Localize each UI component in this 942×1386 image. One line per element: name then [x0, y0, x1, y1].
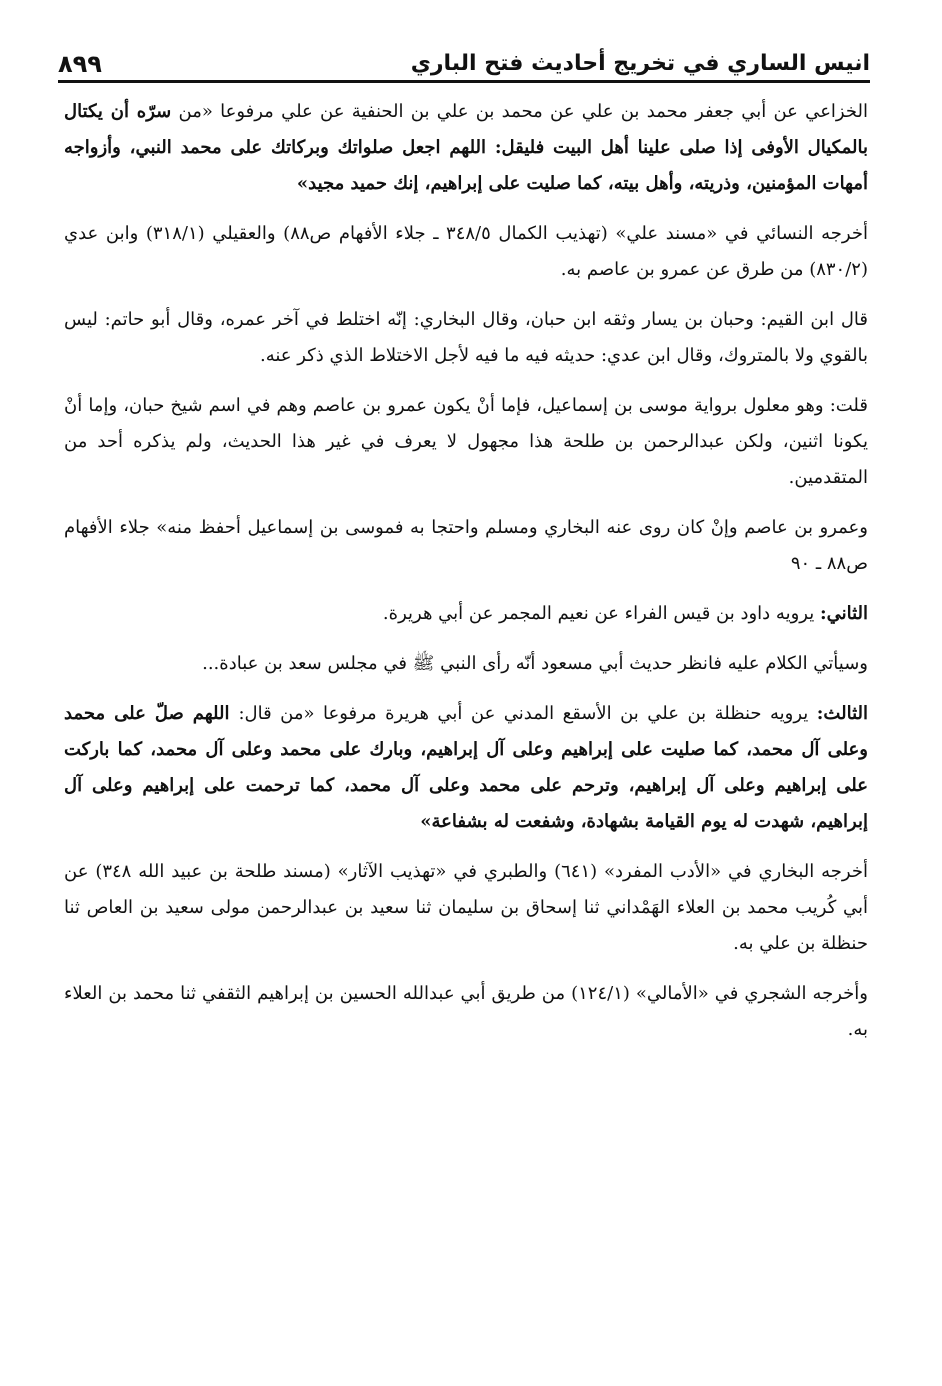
paragraph-text: أخرجه النسائي في «مسند علي» (تهذيب الكمال ٣٤٨/٥ ـ جلاء الأفهام ص٨٨) والعقيلي (٣١٨/١) وابن عدي (٨٣٠/٢) من طرق عن عمرو بن عاصم به.	[64, 223, 868, 280]
running-header	[58, 34, 870, 80]
page-number: ٨٩٩	[58, 50, 102, 78]
book-title: انيس الساري في تخريج أحاديث فتح الباري	[410, 51, 870, 76]
paragraph-text: قلت: وهو معلول برواية موسى بن إسماعيل، فإما أنْ يكون عمرو بن عاصم وهم في اسم شيخ حبان، وإما أنْ يكونا اثنين، ولكن عبدالرحمن بن طلحة هذا مجهول لا يعرف في غير هذا الحديث، ولم يذكره أحد من المتقدمين.	[64, 395, 868, 488]
paragraph-text: يرويه حنظلة بن علي بن الأسقع المدني عن أبي هريرة مرفوعا «من قال:	[238, 703, 817, 724]
paragraph	[64, 302, 868, 374]
paragraph	[64, 854, 868, 962]
paragraph	[64, 646, 868, 682]
paragraph	[64, 596, 868, 632]
paragraph	[64, 696, 868, 840]
paragraph	[64, 510, 868, 582]
paragraph	[64, 388, 868, 496]
page-body	[64, 90, 868, 1048]
paragraph-text: أخرجه البخاري في «الأدب المفرد» (٦٤١) والطبري في «تهذيب الآثار» (مسند طلحة بن عبيد الله ٣٤٨) عن أبي كُريب محمد بن العلاء الهَمْداني ثنا إسحاق بن سليمان ثنا سعيد بن عبدالرحمن مولى سعيد بن العاص ثنا حنظلة بن علي به.	[64, 861, 868, 954]
hadith-text: اللهم صلّ على محمد وعلى آل محمد، كما صليت على إبراهيم وعلى آل إبراهيم، وبارك على محمد وعلى آل محمد، كما باركت على إبراهيم وعلى آل إبراهيم، وترحم على محمد وعلى آل محمد، كما ترحمت على إبراهيم وعلى آل إبراهيم، شهدت له يوم القيامة بشهادة، وشفعت له بشفاعة»	[64, 703, 868, 832]
paragraph-text: الخزاعي عن أبي جعفر محمد بن علي عن محمد بن علي بن الحنفية عن علي مرفوعا «من	[178, 101, 868, 122]
paragraph	[64, 976, 868, 1048]
hadith-text: سرّه أن يكتال بالمكيال الأوفى إذا صلى علينا أهل البيت فليقل: اللهم اجعل صلواتك وبركاتك على محمد النبي، وأزواجه أمهات المؤمنين، وذريته، وأهل بيته، كما صليت على إبراهيم، إنك حميد مجيد»	[64, 101, 868, 194]
header-rule	[58, 80, 870, 83]
paragraph	[64, 216, 868, 288]
section-lead: الثالث:	[816, 703, 868, 724]
paragraph-text: وعمرو بن عاصم وإنْ كان روى عنه البخاري ومسلم واحتجا به فموسى بن إسماعيل أحفظ منه» جلاء الأفهام ص٨٨ ـ ٩٠	[64, 517, 868, 574]
paragraph	[64, 94, 868, 202]
section-lead: الثاني:	[819, 603, 868, 624]
paragraph-text: يرويه داود بن قيس الفراء عن نعيم المجمر عن أبي هريرة.	[382, 603, 820, 624]
paragraph-text: قال ابن القيم: وحبان بن يسار وثقه ابن حبان، وقال البخاري: إنّه اختلط في آخر عمره، وقال أبو حاتم: ليس بالقوي ولا بالمتروك، وقال ابن عدي: حديثه فيه ما فيه لأجل الاختلاط الذي ذكر عنه.	[64, 309, 868, 366]
paragraph-text: وأخرجه الشجري في «الأمالي» (١٢٤/١) من طريق أبي عبدالله الحسين بن إبراهيم الثقفي ثنا محمد بن العلاء به.	[64, 983, 868, 1040]
paragraph-text: وسيأتي الكلام عليه فانظر حديث أبي مسعود أنّه رأى النبي ﷺ في مجلس سعد بن عبادة...	[202, 653, 868, 674]
